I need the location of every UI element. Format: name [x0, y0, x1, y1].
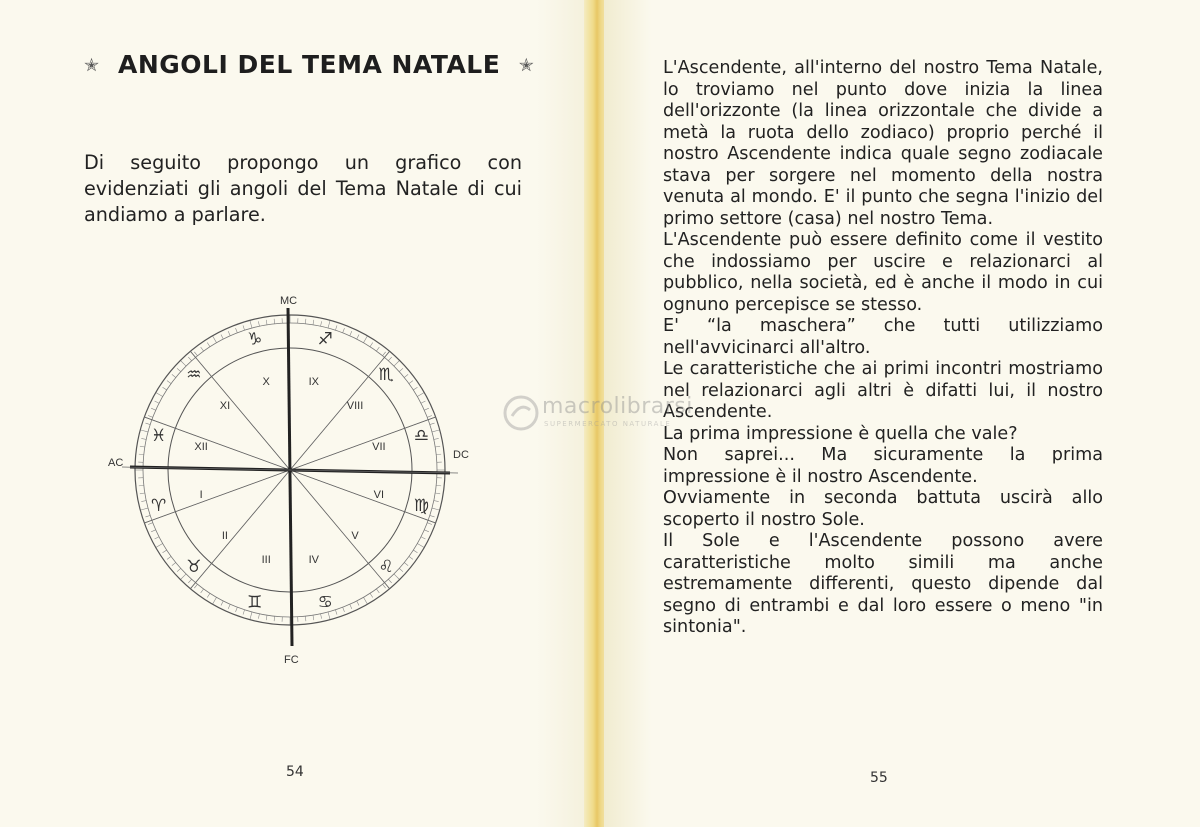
meridian-axis — [288, 308, 292, 646]
zodiac-sign-icon: ♑ — [247, 329, 263, 350]
degree-tick — [409, 556, 413, 559]
degree-tick — [156, 393, 163, 397]
degree-tick — [376, 347, 379, 351]
zodiac-sign-icon: ♓ — [151, 425, 167, 446]
degree-tick — [156, 544, 163, 548]
degree-tick — [424, 408, 429, 410]
degree-tick — [321, 614, 322, 619]
intro-paragraph: Di seguito propongo un grafico con evidenziati gli angoli del Tema Natale di cui andiamo a parlare. — [84, 151, 522, 226]
body-paragraph: Non saprei... Ma sicuramente la prima impressione è il nostro Ascendente. — [663, 445, 1103, 487]
house-number: VIII — [346, 399, 364, 412]
zodiac-sign-icon: ♊ — [247, 592, 263, 613]
degree-tick — [436, 485, 441, 486]
house-number: VI — [373, 488, 385, 501]
degree-tick — [180, 574, 186, 580]
degree-tick — [140, 493, 145, 494]
degree-tick — [148, 416, 153, 418]
degree-tick — [305, 319, 306, 324]
zodiac-sign-icon: ♒ — [186, 364, 202, 385]
degree-tick — [409, 381, 413, 384]
body-paragraph: L'Ascendente, all'interno del nostro Tema Natale, lo troviamo nel punto dove inizia la linea dell'orizzonte (la linea orizzontale che divide a metà la ruota dello zodiaco) proprio perché il nostro Ascendente indica quale segno zodiacale stava per sorgere nel momento della nostra venuta al mondo. E' il punto che segna l'inizio del primo settore (casa) nel nostro Tema. — [663, 58, 1103, 229]
zodiac-sign-icon: ♎ — [413, 425, 429, 446]
degree-tick — [370, 593, 373, 597]
watermark-logo-icon — [502, 394, 540, 432]
degree-tick — [163, 550, 167, 553]
degree-tick — [335, 325, 337, 330]
page-title — [84, 50, 534, 79]
degree-tick — [139, 485, 144, 486]
degree-tick — [305, 616, 306, 621]
degree-tick — [207, 343, 210, 347]
degree-tick — [145, 423, 150, 425]
degree-tick — [213, 597, 217, 604]
degree-tick — [313, 320, 314, 325]
degree-tick — [243, 325, 245, 330]
degree-tick — [350, 331, 352, 336]
degree-tick — [201, 347, 204, 351]
degree-tick — [404, 374, 408, 377]
degree-tick — [404, 563, 408, 566]
degree-tick — [167, 381, 171, 384]
house-number: IX — [308, 376, 320, 389]
dc-label: DC — [453, 449, 469, 461]
degree-tick — [376, 589, 379, 593]
house-number: II — [221, 530, 229, 543]
degree-tick — [417, 544, 424, 548]
degree-tick — [388, 579, 391, 583]
degree-tick — [266, 320, 267, 325]
degree-tick — [221, 335, 223, 339]
watermark — [500, 392, 705, 434]
house-number: X — [262, 376, 270, 389]
degree-tick — [155, 401, 159, 403]
degree-tick — [394, 574, 400, 580]
degree-tick — [364, 597, 368, 604]
degree-tick — [434, 501, 439, 502]
house-number: XII — [194, 441, 208, 454]
page-number: 55 — [870, 770, 888, 786]
degree-tick — [167, 556, 171, 559]
degree-tick — [383, 584, 386, 588]
degree-tick — [427, 416, 432, 418]
degree-tick — [343, 328, 345, 333]
degree-tick — [430, 515, 435, 517]
zodiac-sign-icon: ♋ — [317, 592, 333, 613]
degree-tick — [180, 360, 186, 366]
degree-tick — [383, 352, 386, 356]
degree-tick — [424, 530, 429, 532]
degree-tick — [172, 563, 176, 566]
degree-tick — [140, 508, 148, 510]
body-paragraph: La prima impressione è quella che vale? — [663, 423, 1018, 444]
house-number: IV — [308, 553, 320, 566]
degree-tick — [236, 328, 238, 333]
body-paragraph: Ovviamente in seconda battuta uscirà allo scoperto il nostro Sole. — [663, 488, 1103, 530]
degree-tick — [394, 360, 400, 366]
degree-tick — [228, 331, 230, 336]
page-number: 54 — [286, 764, 304, 780]
zodiac-sign-icon: ♐ — [317, 329, 333, 350]
star-icon: ✭ — [84, 55, 100, 76]
body-paragraph: E' “la maschera” che tutti utilizziamo nell'avvicinarci all'altro. — [663, 316, 1103, 358]
degree-tick — [328, 320, 330, 328]
degree-tick — [188, 357, 191, 361]
degree-tick — [430, 423, 435, 425]
house-number: V — [351, 530, 359, 543]
degree-tick — [148, 523, 153, 525]
degree-tick — [145, 515, 150, 517]
degree-tick — [413, 387, 417, 390]
zodiac-sign-icon: ♏ — [378, 364, 394, 385]
body-text — [663, 58, 1103, 639]
degree-tick — [258, 321, 259, 326]
watermark-text: macrolibrarsi — [542, 394, 693, 419]
zodiac-sign-icon: ♈ — [151, 496, 167, 517]
degree-tick — [432, 508, 440, 510]
degree-tick — [177, 368, 181, 371]
degree-tick — [155, 537, 159, 539]
degree-tick — [350, 604, 352, 609]
degree-tick — [207, 593, 210, 597]
degree-tick — [221, 601, 223, 605]
fc-label: FC — [284, 654, 299, 666]
mc-label: MC — [280, 295, 298, 307]
degree-tick — [194, 584, 197, 588]
body-paragraph: Il Sole e l'Ascendente possono avere caratteristiche molto simili ma anche estremamente differenti, questo dipende dal segno di entrambi e dal loro essere o meno "in sintonia". — [663, 531, 1103, 637]
degree-tick — [201, 589, 204, 593]
degree-tick — [250, 612, 252, 620]
degree-tick — [151, 408, 156, 410]
degree-tick — [163, 387, 167, 390]
degree-tick — [417, 393, 424, 397]
degree-tick — [188, 579, 191, 583]
ac-label: AC — [108, 457, 124, 469]
degree-tick — [335, 610, 337, 615]
zodiac-sign-icon: ♌ — [378, 557, 394, 578]
zodiac-sign-icon: ♉ — [186, 557, 202, 578]
degree-tick — [435, 446, 440, 447]
degree-tick — [274, 319, 275, 324]
body-paragraph: Le caratteristiche che ai primi incontri mostriamo nel relazionarci agli altri è difatti lui, il nostro Ascendente. — [663, 359, 1103, 422]
degree-tick — [432, 430, 440, 432]
degree-tick — [250, 320, 252, 328]
house-number: XI — [219, 399, 231, 412]
star-icon: ✭ — [518, 55, 535, 76]
degree-tick — [343, 607, 345, 612]
degree-tick — [370, 343, 373, 347]
degree-tick — [213, 336, 217, 343]
degree-tick — [364, 336, 368, 343]
degree-tick — [421, 537, 425, 539]
house-number: VII — [372, 441, 386, 454]
degree-tick — [357, 335, 359, 339]
body-paragraph: L'Ascendente può essere definito come il vestito che indossiamo per uscire e relazionarci al pubblico, nella società, ed è anche il modo in cui ognuno percepisce se stesso. — [663, 230, 1103, 315]
degree-tick — [399, 568, 403, 571]
degree-tick — [141, 438, 146, 439]
degree-tick — [321, 321, 322, 326]
degree-tick — [139, 454, 144, 455]
degree-tick — [177, 568, 181, 571]
degree-tick — [228, 604, 230, 609]
degree-tick — [140, 430, 148, 432]
title-text: ANGOLI DEL TEMA NATALE — [118, 50, 501, 79]
degree-tick — [388, 357, 391, 361]
degree-tick — [266, 615, 267, 620]
house-number: I — [199, 488, 203, 501]
degree-tick — [313, 615, 314, 620]
degree-tick — [427, 523, 432, 525]
degree-tick — [194, 352, 197, 356]
degree-tick — [436, 454, 441, 455]
degree-tick — [274, 616, 275, 621]
degree-tick — [236, 607, 238, 612]
degree-tick — [399, 368, 403, 371]
degree-tick — [151, 530, 156, 532]
natal-chart-wheel — [100, 290, 490, 680]
degree-tick — [140, 446, 145, 447]
zodiac-sign-icon: ♍ — [413, 496, 429, 517]
degree-tick — [357, 601, 359, 605]
degree-tick — [413, 550, 417, 553]
degree-tick — [328, 612, 330, 620]
degree-tick — [434, 438, 439, 439]
degree-tick — [258, 614, 259, 619]
watermark-tagline: SUPERMERCATO NATURALE — [544, 420, 672, 428]
house-number: III — [261, 553, 271, 566]
degree-tick — [435, 493, 440, 494]
degree-tick — [172, 374, 176, 377]
degree-tick — [141, 501, 146, 502]
degree-tick — [243, 610, 245, 615]
degree-tick — [421, 401, 425, 403]
